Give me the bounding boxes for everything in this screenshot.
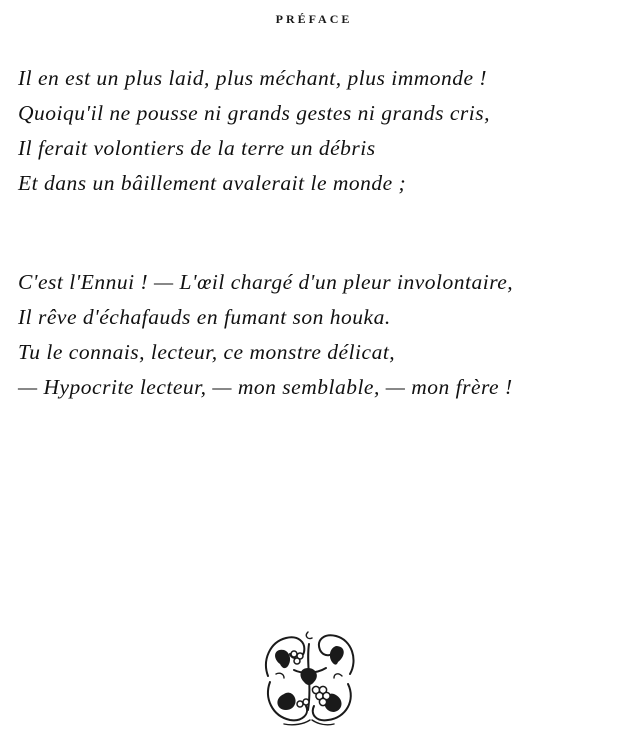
verse-line: Quoiqu'il ne pousse ni grands gestes ni grands cris,: [18, 101, 490, 125]
verse-line: Et dans un bâillement avalerait le monde ;: [18, 171, 407, 195]
verse-line: Il ferait volontiers de la terre un débris: [18, 136, 376, 160]
verse-line: Il en est un plus laid, plus méchant, plus immonde !: [18, 66, 488, 90]
floral-vignette-icon: [254, 624, 364, 728]
verse-line: Il rêve d'échafauds en fumant son houka.: [18, 305, 391, 329]
verse-line: Tu le connais, lecteur, ce monstre délicat,: [18, 340, 396, 364]
running-head: PRÉFACE: [275, 12, 353, 26]
verse-line: — Hypocrite lecteur, — mon semblable, — mon frère !: [18, 375, 513, 399]
verse-line: C'est l'Ennui ! — L'œil chargé d'un pleur involontaire,: [18, 270, 514, 294]
stanza-2: [18, 265, 618, 405]
stanza-1: [18, 61, 618, 201]
